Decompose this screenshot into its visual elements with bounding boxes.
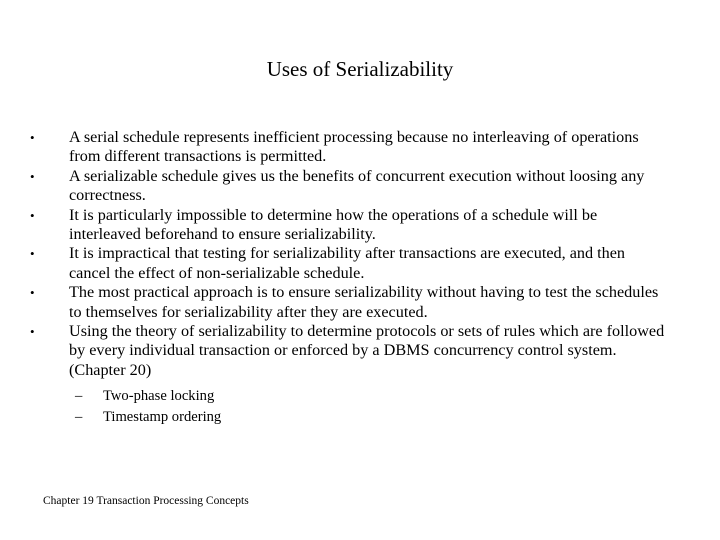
slide-title: Uses of Serializability — [266, 57, 454, 81]
bullet-item-1 — [30, 128, 670, 167]
bullet-item-3 — [30, 206, 670, 245]
bullet-text: Using the theory of serializability to determine protocols or sets of rules which are followed by every individual transaction or enforced by a DBMS concurrency control system. (Chapter 20) — [69, 322, 665, 379]
sub-bullet-list — [69, 386, 670, 428]
bullet-marker: • — [30, 168, 35, 184]
sub-bullet-item-1 — [69, 386, 670, 407]
bullet-list — [30, 128, 670, 428]
bullet-text: A serial schedule represents inefficient processing because no interleaving of operations from different transactions is permitted. — [69, 128, 639, 166]
bullet-text: It is particularly impossible to determine how the operations of a schedule will be interleaved beforehand to ensure serializability. — [69, 205, 598, 244]
bullet-marker: • — [30, 324, 35, 340]
sub-bullet-text: Two-phase locking — [103, 388, 215, 405]
bullet-marker: • — [30, 130, 35, 145]
bullet-marker: • — [30, 246, 35, 262]
sub-bullet-marker: – — [75, 409, 83, 426]
bullet-text: The most practical approach is to ensure serializability without having to test the schedules to themselves for serializability after they are executed. — [69, 283, 659, 321]
bullet-text: A serializable schedule gives us the benefits of concurrent execution without loosing any correctness. — [69, 166, 645, 205]
bullet-item-6 — [30, 322, 670, 428]
bullet-item-5 — [30, 283, 670, 322]
bullet-item-2 — [30, 167, 670, 206]
sub-bullet-marker: – — [75, 388, 83, 405]
bullet-marker: • — [30, 207, 35, 223]
bullet-marker: • — [30, 285, 35, 301]
bullet-text: It is impractical that testing for serializability after transactions are executed, and then cancel the effect of non-serializable schedule. — [69, 244, 625, 282]
sub-bullet-item-2 — [69, 407, 670, 428]
slide-footer: Chapter 19 Transaction Processing Concepts — [43, 495, 249, 507]
bullet-item-4 — [30, 244, 670, 283]
sub-bullet-text: Timestamp ordering — [103, 409, 222, 426]
